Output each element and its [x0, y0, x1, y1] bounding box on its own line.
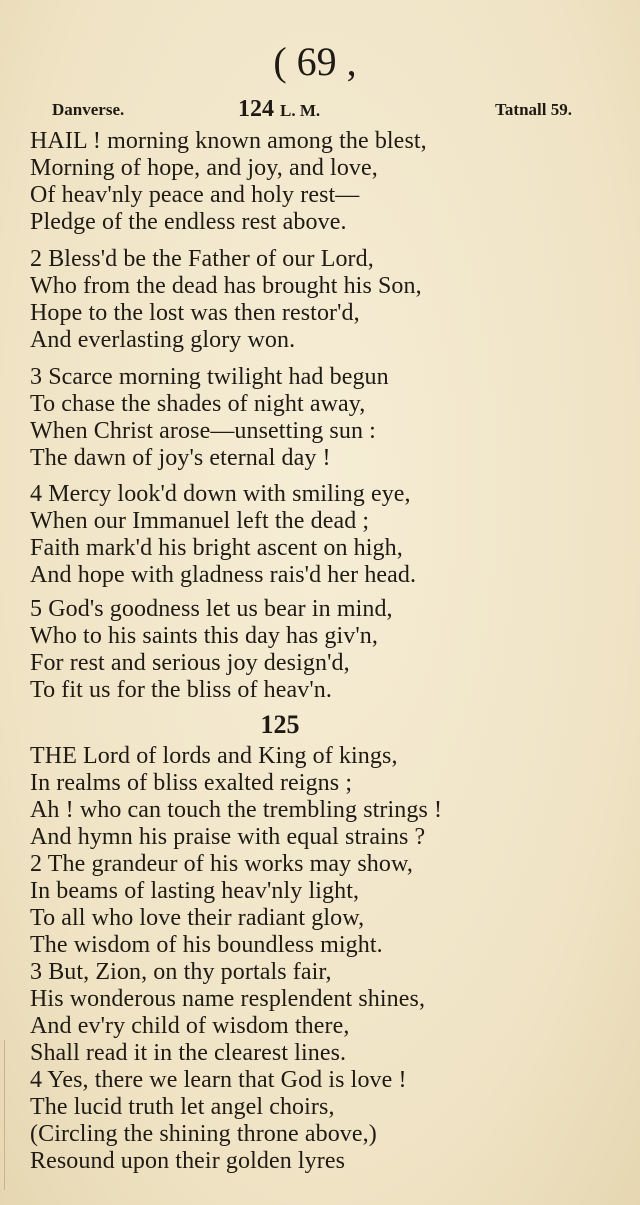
tune-name-left: Danverse. [52, 100, 125, 119]
page-number: ( 69 , [273, 39, 357, 84]
verse-line: 4 Mercy look'd down with smiling eye, [30, 481, 411, 507]
verse-line: To all who love their radiant glow, [30, 905, 365, 931]
stanza-3 [30, 364, 590, 472]
stanza-2 [30, 246, 590, 354]
verse-line: THE Lord of lords and King of kings, [30, 743, 398, 769]
verse-line: 5 God's goodness let us bear in mind, [30, 596, 393, 622]
verse-line: 2 Bless'd be the Father of our Lord, [30, 246, 374, 272]
hymn-125-text [30, 743, 590, 1175]
verse-line: To chase the shades of night away, [30, 391, 366, 417]
verse-line: In beams of lasting heav'nly light, [30, 878, 360, 904]
hymn-124-header [52, 96, 572, 122]
verse-line: The wisdom of his boundless might. [30, 932, 383, 958]
verse-line: HAIL ! morning known among the blest, [30, 128, 427, 154]
stanza-5 [30, 596, 590, 704]
hymn-meter: L. M. [280, 101, 321, 120]
verse-line: When Christ arose—unsetting sun : [30, 418, 376, 444]
verse-line: The lucid truth let angel choirs, [30, 1094, 335, 1120]
verse-line: Pledge of the endless rest above. [30, 209, 347, 235]
verse-line: And ev'ry child of wisdom there, [30, 1013, 350, 1039]
stanza-1 [30, 128, 590, 236]
verse-line: To fit us for the bliss of heav'n. [30, 677, 332, 703]
verse-line: (Circling the shining throne above,) [30, 1121, 377, 1147]
verse-line: 3 But, Zion, on thy portals fair, [30, 959, 332, 985]
tune-name-right: Tatnall 59. [495, 100, 572, 119]
verse-line: Resound upon their golden lyres [30, 1148, 346, 1174]
hymn-number-125: 125 [260, 710, 300, 739]
verse-line: Faith mark'd his bright ascent on high, [30, 535, 403, 561]
verse-line: Who to his saints this day has giv'n, [30, 623, 379, 649]
verse-line: Of heav'nly peace and holy rest— [30, 182, 360, 208]
verse-line: Ah ! who can touch the trembling strings ! [30, 797, 443, 823]
verse-line: 4 Yes, there we learn that God is love ! [30, 1067, 407, 1093]
verse-line: And hope with gladness rais'd her head. [30, 562, 417, 588]
verse-line: The dawn of joy's eternal day ! [30, 445, 331, 471]
stanza-4 [30, 481, 590, 589]
verse-line: 3 Scarce morning twilight had begun [30, 364, 389, 390]
verse-line: 2 The grandeur of his works may show, [30, 851, 413, 877]
verse-line: Shall read it in the clearest lines. [30, 1040, 347, 1066]
verse-line: Who from the dead has brought his Son, [30, 273, 422, 299]
hymn-number-124 [238, 96, 320, 123]
verse-line: For rest and serious joy design'd, [30, 650, 350, 676]
verse-line: When our Immanuel left the dead ; [30, 508, 370, 534]
verse-line: In realms of bliss exalted reigns ; [30, 770, 353, 796]
verse-line: Hope to the lost was then restor'd, [30, 300, 360, 326]
page-edge-rule [4, 1040, 5, 1190]
verse-line: His wonderous name resplendent shines, [30, 986, 426, 1012]
hymn-number: 124 [238, 96, 274, 122]
verse-line: And hymn his praise with equal strains ? [30, 824, 426, 850]
verse-line: Morning of hope, and joy, and love, [30, 155, 378, 181]
verse-line: And everlasting glory won. [30, 327, 296, 353]
